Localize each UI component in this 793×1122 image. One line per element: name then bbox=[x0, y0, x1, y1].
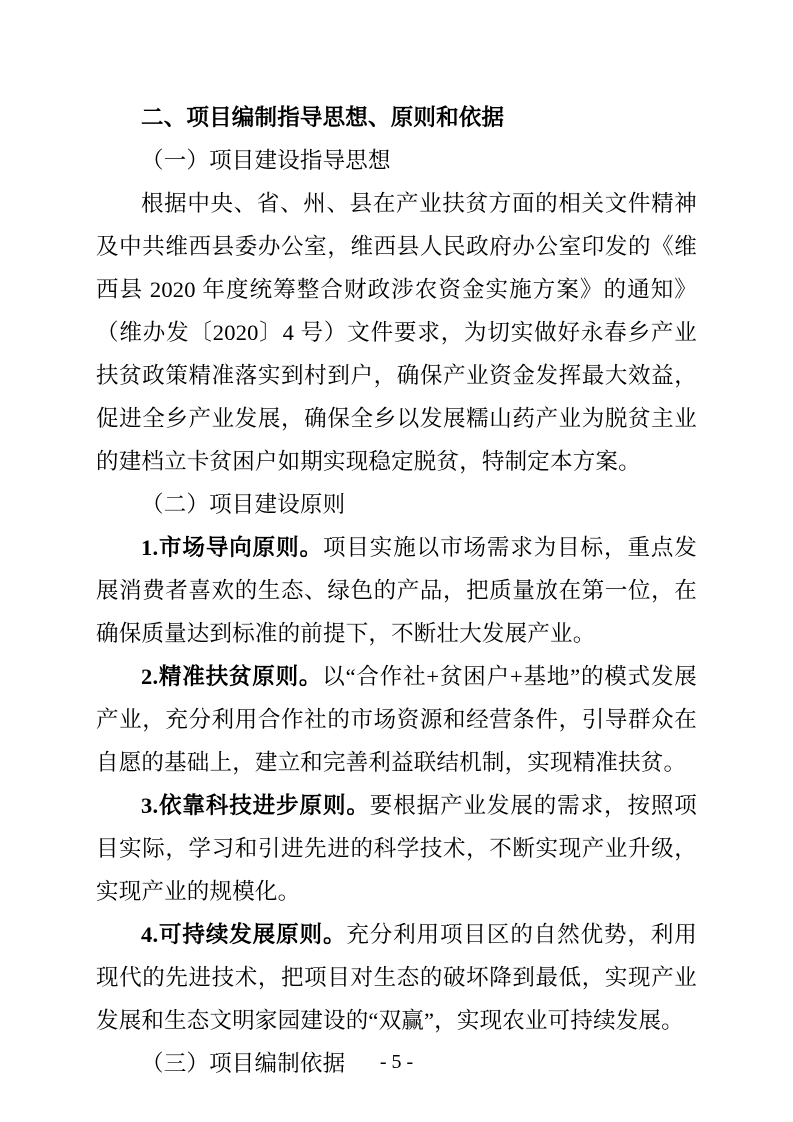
document-body bbox=[96, 96, 697, 1085]
principle-item-sustainability bbox=[96, 913, 697, 1042]
principle-lead-market: 1.市场导向原则。 bbox=[141, 535, 323, 560]
principle-lead-targeted-poverty-alleviation: 2.精准扶贫原则。 bbox=[141, 664, 323, 689]
principle-text-sustainability: 充分利用项目区的自然优势，利用现代的先进技术，把项目对生态的破坏降到最低，实现产业发展和生态文明家园建设的“双赢”，实现农业可持续发展。 bbox=[96, 922, 697, 1033]
subsection-heading-three: （三）项目编制依据 bbox=[141, 1051, 346, 1076]
principle-text-technology: 要根据产业发展的需求，按照项目实际，学习和引进先进的科学技术，不断实现产业升级，实现产业的规模化。 bbox=[96, 793, 697, 904]
page-number: - 5 - bbox=[379, 1051, 414, 1073]
principle-text-targeted-poverty-alleviation: 以“合作社+贫困户+基地”的模式发展产业，充分利用合作社的市场资源和经营条件，引导群众在自愿的基础上，建立和完善利益联结机制，实现精准扶贫。 bbox=[96, 664, 698, 775]
principle-text-market: 项目实施以市场需求为目标，重点发展消费者喜欢的生态、绿色的产品，把质量放在第一位，在确保质量达到标准的前提下，不断壮大发展产业。 bbox=[96, 535, 697, 646]
principle-item-targeted-poverty-alleviation bbox=[96, 655, 697, 784]
paragraph-guiding-ideology: 根据中央、省、州、县在产业扶贫方面的相关文件精神及中共维西县委办公室，维西县人民政府办公室印发的《维西县 2020 年度统筹整合财政涉农资金实施方案》的通知》（维办发〔2020〕4 号）文件要求，为切实做好永春乡产业扶贫政策精准落实到村到户，确保产业资金发挥最大效益，促进全乡产业发展，确保全乡以发展糯山药产业为脱贫主业的建档立卡贫困户如期实现稳定脱贫，特制定本方案。 bbox=[96, 191, 697, 474]
subsection-heading-one: （一）项目建设指导思想 bbox=[141, 148, 391, 173]
principle-item-technology bbox=[96, 784, 697, 913]
principle-lead-sustainability: 4.可持续发展原则。 bbox=[141, 922, 347, 947]
section-heading: 二、项目编制指导思想、原则和依据 bbox=[141, 105, 505, 130]
principle-item-market bbox=[96, 526, 697, 655]
subsection-heading-two: （二）项目建设原则 bbox=[141, 492, 346, 517]
principle-lead-technology: 3.依靠科技进步原则。 bbox=[141, 793, 370, 818]
